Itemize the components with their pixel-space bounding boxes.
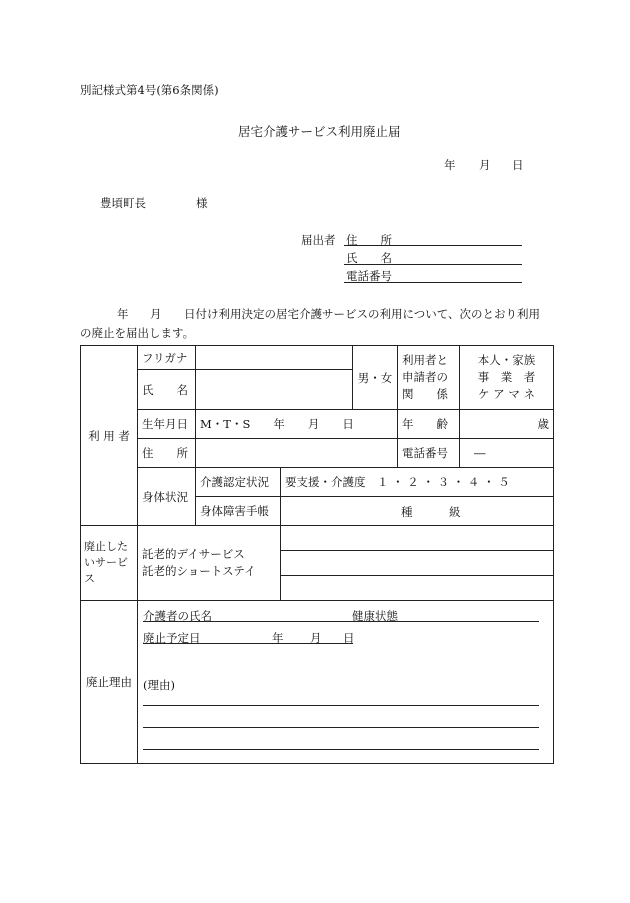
user-info-table — [80, 345, 554, 764]
gender-field[interactable]: 男・女 — [353, 346, 398, 410]
disability-kind: 種 — [401, 505, 413, 519]
address-label: 住 所 — [138, 439, 196, 468]
intro-text-1: 日付け利用決定の居宅介護サービスの利用について、次のとおり利用 — [184, 307, 541, 321]
care-cert-label: 介護認定状況 — [196, 468, 281, 497]
reason-section-label: 廃止理由 — [81, 601, 138, 764]
disability-field[interactable] — [281, 497, 554, 526]
applicant-name-label: 氏 名 — [346, 251, 392, 265]
reason-line-3 — [143, 749, 539, 750]
service-section-label: 廃止したいサービス — [81, 526, 138, 601]
applicant-name-line — [344, 264, 522, 265]
planned-date-label: 廃止予定日 — [143, 631, 201, 645]
relation-opt-3: ケ ア マ ネ — [478, 387, 535, 401]
form-number: 別記様式第4号(第6条関係) — [80, 83, 219, 97]
intro-text-2: の廃止を届出します。 — [80, 326, 195, 340]
planned-day: 日 — [343, 631, 355, 645]
page-title: 居宅介護サービス利用廃止届 — [238, 124, 401, 139]
applicant-phone-label: 電話番号 — [346, 269, 392, 283]
address-field[interactable] — [196, 439, 398, 468]
date-day: 日 — [512, 158, 524, 172]
service-day[interactable]: 託老的デイサービス — [142, 547, 245, 561]
reason-area[interactable] — [138, 601, 554, 764]
service-line-2 — [281, 575, 553, 576]
reason-line-2 — [143, 727, 539, 728]
health-label: 健康状態 — [352, 609, 398, 623]
service-lines[interactable] — [281, 526, 554, 601]
service-line-1 — [281, 550, 553, 551]
relation-options[interactable] — [460, 346, 554, 410]
furigana-field[interactable] — [196, 346, 353, 370]
relation-label — [398, 346, 460, 410]
intro-month: 月 — [150, 307, 162, 321]
age-field[interactable]: 歳 — [460, 410, 554, 439]
applicant-label: 届出者 — [301, 233, 336, 247]
relation-opt-1: 本人・家族 — [477, 353, 536, 367]
furigana-label: フリガナ — [138, 346, 196, 370]
service-short[interactable]: 託老的ショートステイ — [142, 564, 256, 578]
disability-grade: 級 — [449, 505, 461, 519]
relation-opt-2: 事 業 者 — [477, 370, 536, 384]
caregiver-name-label: 介護者の氏名 — [143, 609, 212, 623]
reason-line-1 — [143, 705, 539, 706]
relation-label-2: 申請者の — [402, 370, 448, 384]
honorific: 様 — [196, 196, 208, 210]
service-list — [138, 526, 281, 601]
applicant-phone-line — [344, 282, 522, 283]
applicant-address-label: 住 所 — [346, 233, 392, 247]
planned-date-line — [143, 643, 353, 644]
birthdate-field[interactable]: M・T・S 年 月 日 — [196, 410, 398, 439]
phone-field[interactable]: ― — [460, 439, 554, 468]
name-field[interactable] — [196, 370, 353, 410]
care-level-field[interactable]: 要支援・介護度 １ ・ ２ ・ ３ ・ ４ ・ ５ — [281, 468, 554, 497]
intro-year: 年 — [117, 307, 129, 321]
age-label: 年 齢 — [398, 410, 460, 439]
user-section-label: 利 用 者 — [81, 346, 138, 526]
relation-label-3: 関 係 — [402, 387, 448, 401]
relation-label-1: 利用者と — [402, 353, 448, 367]
planned-month: 月 — [310, 631, 322, 645]
date-year: 年 — [444, 158, 456, 172]
planned-year: 年 — [272, 631, 284, 645]
applicant-address-line — [344, 245, 522, 246]
date-month: 月 — [479, 158, 491, 172]
disability-book-label: 身体障害手帳 — [196, 497, 281, 526]
phone-label: 電話番号 — [398, 439, 460, 468]
name-label: 氏 名 — [138, 370, 196, 410]
caregiver-line — [143, 621, 539, 622]
condition-label: 身体状況 — [138, 468, 196, 526]
birthdate-label: 生年月日 — [138, 410, 196, 439]
reason-prefix: (理由) — [143, 678, 175, 692]
addressee: 豊頃町長 — [100, 196, 146, 210]
